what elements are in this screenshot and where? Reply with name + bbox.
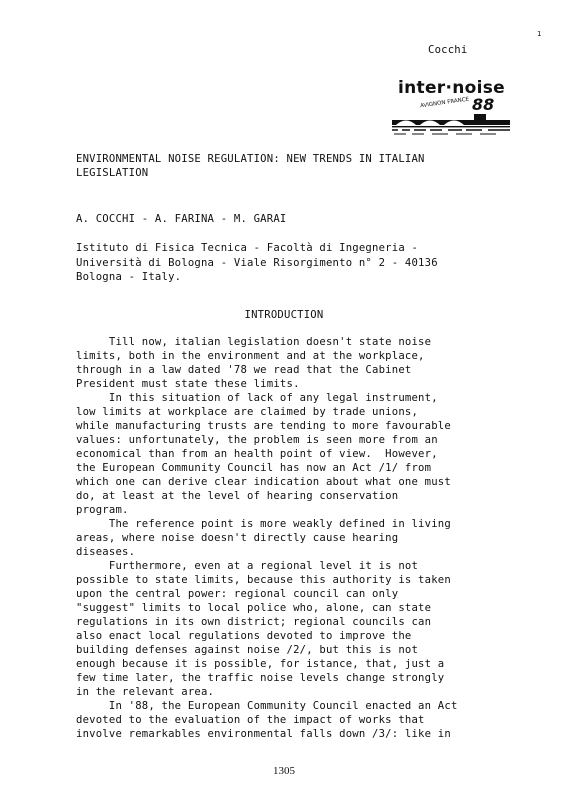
body-line: diseases. [76,546,136,558]
logo-location-text: AVIGNON FRANCE [419,96,470,110]
paper-affiliation [76,241,496,285]
logo-year: 88 [472,95,495,114]
body-line: upon the central power: regional council can only [76,588,399,600]
author-running-tag: Cocchi [428,44,468,56]
body-line: regulations in its own district; regional councils can [76,616,432,628]
body-line: In this situation of lack of any legal instrument, [76,392,438,404]
body-line: The reference point is more weakly defined in living [76,518,451,530]
body-line: President must state these limits. [76,378,300,390]
inter-noise-logo [392,78,510,138]
body-line: economical than from an health point of view. However, [76,448,438,460]
body-line: possible to state limits, because this authority is taken [76,574,451,586]
body-text [76,335,476,741]
paper-title [76,152,496,180]
title-line: LEGISLATION [76,167,149,179]
paper-authors: A. COCCHI - A. FARINA - M. GARAI [76,213,287,225]
body-line: limits, both in the environment and at the workplace, [76,350,425,362]
body-line: also enact local regulations devoted to improve the [76,630,412,642]
body-line: do, at least at the level of hearing conservation [76,490,399,502]
corner-mark: 1 [537,30,542,38]
body-line: In '88, the European Community Council enacted an Act [76,700,458,712]
body-line: devoted to the evaluation of the impact of works that [76,714,425,726]
page-number: 1305 [273,765,295,777]
affiliation-line: Bologna - Italy. [76,271,182,283]
body-line: which one can derive clear indication about what one must [76,476,451,488]
affiliation-line: Università di Bologna - Viale Risorgimento n° 2 - 40136 [76,256,438,269]
body-line: the European Community Council has now an Act /1/ from [76,462,432,474]
body-line: in the relevant area. [76,686,215,698]
bridge-icon [392,114,510,136]
title-line: ENVIRONMENTAL NOISE REGULATION: NEW TRENDS IN ITALIAN [76,153,425,165]
body-line: involve remarkables environmental falls down /3/: like in [76,728,451,740]
body-line: values: unfortunately, the problem is seen more from an [76,434,438,446]
body-line: Furthermore, even at a regional level it is not [76,560,419,572]
body-line: through in a law dated '78 we read that the Cabinet [76,364,412,376]
body-line: few time later, the traffic noise levels change strongly [76,672,445,684]
body-line: program. [76,504,129,516]
section-heading: INTRODUCTION [244,309,324,321]
body-line: while manufacturing trusts are tending to more favourable [76,420,451,432]
body-line: "suggest" limits to local police who, alone, can state [76,602,432,614]
body-line: Till now, italian legislation doesn't state noise [76,336,432,348]
body-line: low limits at workplace are claimed by trade unions, [76,406,419,418]
body-line: areas, where noise doesn't directly cause hearing [76,532,399,544]
affiliation-line: Istituto di Fisica Tecnica - Facoltà di Ingegneria - [76,242,419,254]
body-line: enough because it is possible, for istance, that, just a [76,658,445,670]
logo-wordmark: inter·noise [398,78,505,98]
body-line: building defenses against noise /2/, but this is not [76,644,419,656]
